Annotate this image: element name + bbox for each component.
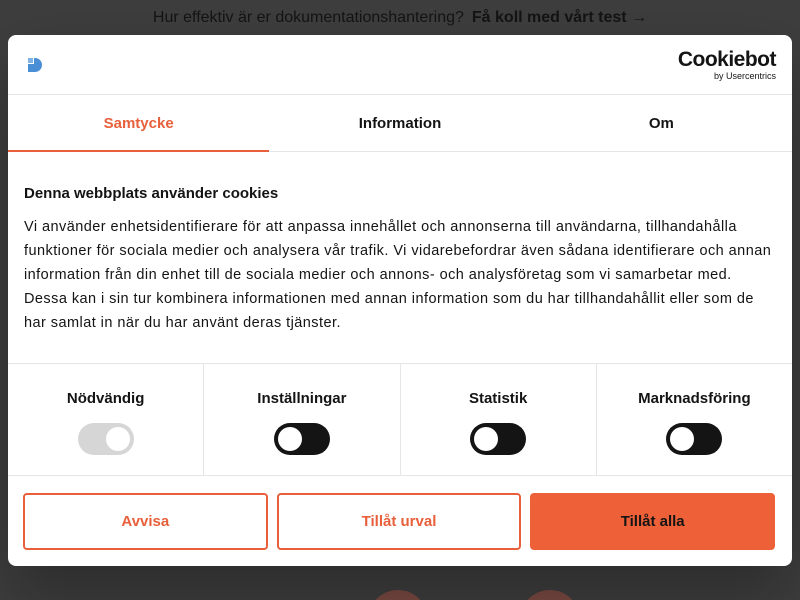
category-statistics [401,364,597,475]
promo-bar [0,0,800,36]
allow-all-button[interactable]: Tillåt alla [530,493,775,550]
consent-content [24,185,776,335]
promo-text: Hur effektiv är er dokumentationshantering? [152,9,464,26]
marketing-toggle[interactable] [666,423,722,455]
consent-description: Vi använder enhetsidentifierare för att anpassa innehållet och annonserna till användarna, tillhandahålla funktioner för sociala medier och analysera vår trafik. Vi vidarebefordrar även sådana identifierare och annan information från din enhet till de sociala medier och annons- och analysföretag som vi samarbetar med. Dessa kan i sin tur kombinera informationen med annan information som du har tillhandahållit eller som de har samlat in när du har använt deras tjänster. [24,219,772,331]
statistics-toggle[interactable] [470,423,526,455]
category-label: Statistik [468,390,528,407]
category-necessary [8,364,204,475]
category-label: Nödvändig [66,390,145,407]
toggle-knob [278,427,302,451]
toggle-knob [670,427,694,451]
promo-link-label: Få koll med vårt test [471,9,627,26]
category-label: Marknadsföring [638,390,751,407]
cookiebot-wordmark: Cookiebot [677,48,776,71]
allow-selection-button[interactable]: Tillåt urval [277,493,522,550]
tab-about[interactable]: Om [648,114,674,132]
backdrop-image [368,590,428,600]
tab-consent[interactable]: Samtycke [8,95,269,151]
backdrop-image [520,590,580,600]
arrow-right-icon: → [631,9,648,26]
tab-bar [8,95,792,152]
necessary-toggle [78,423,134,455]
consent-categories [8,363,792,476]
consent-actions [23,493,775,550]
toggle-knob [474,427,498,451]
tab-information[interactable]: Information [358,114,442,132]
promo-link[interactable] [472,9,647,27]
cookiebot-byline: by Usercentrics [713,71,776,81]
category-label: Inställningar [257,390,347,407]
cookiebot-logo[interactable] [678,49,776,81]
preferences-toggle[interactable] [274,423,330,455]
consent-title: Denna webbplats använder cookies [24,185,279,202]
site-logo-icon [26,56,44,74]
cookie-consent-dialog [8,35,792,566]
reject-button[interactable]: Avvisa [23,493,268,550]
category-preferences [204,364,400,475]
dialog-header [8,35,792,95]
toggle-knob [106,427,130,451]
category-marketing [597,364,792,475]
